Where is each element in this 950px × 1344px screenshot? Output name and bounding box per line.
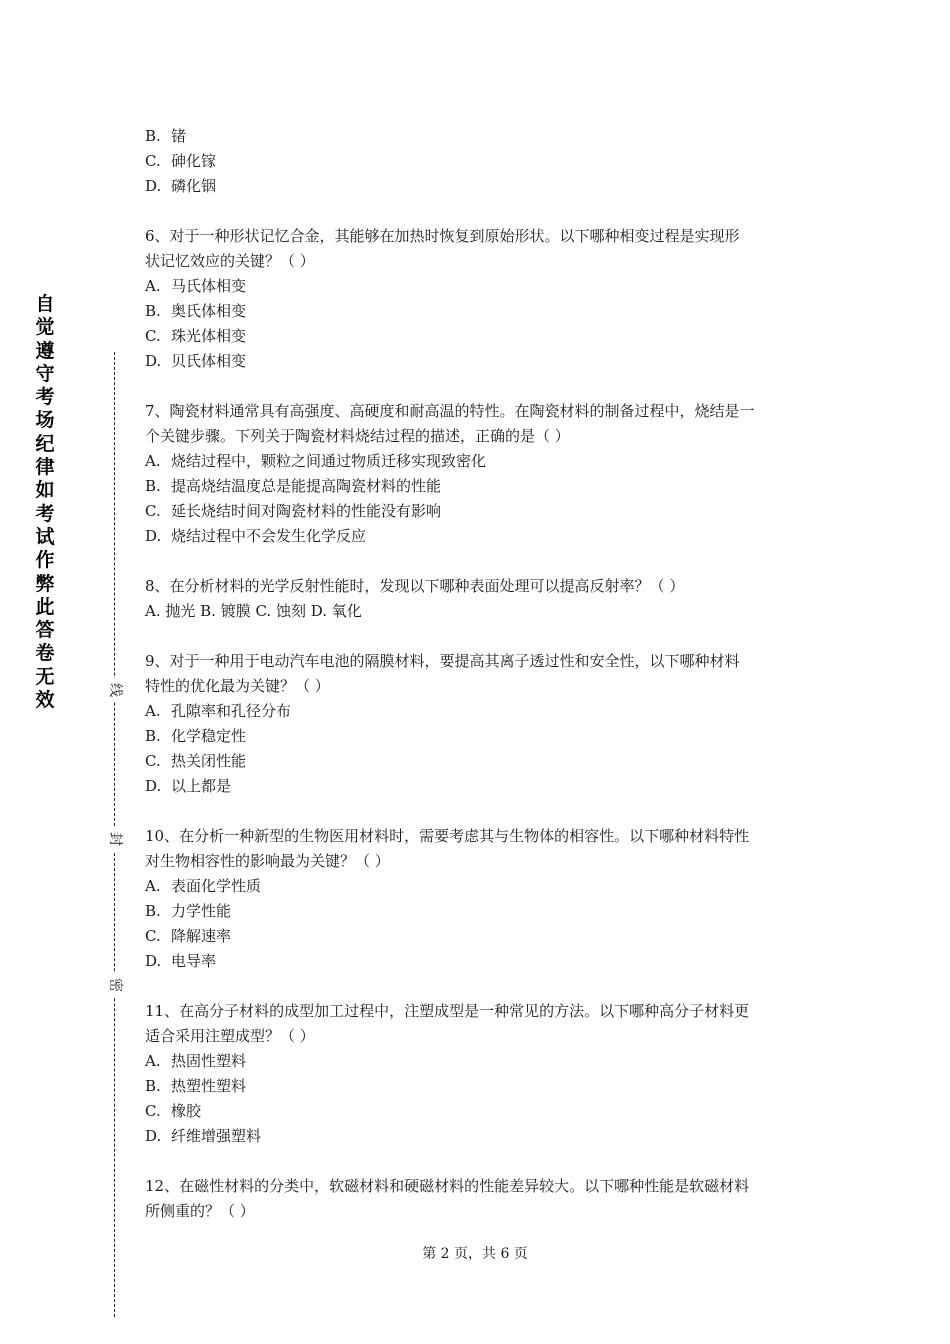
option-a: A. 烧结过程中，颗粒之间通过物质迁移实现致密化 xyxy=(145,452,487,470)
exam-discipline-notice: 自觉遵守考场纪律如考试作弊此答卷无效 xyxy=(35,293,55,712)
question-stem: 11、在高分子材料的成型加工过程中，注塑成型是一种常见的方法。以下哪种高分子材料更 xyxy=(145,1002,750,1020)
inline-options: A. 抛光 B. 镀膜 C. 蚀刻 D. 氧化 xyxy=(145,602,362,620)
question-stem: 对生物相容性的影响最为关键？（ ） xyxy=(145,852,390,870)
option-b: B. 化学稳定性 xyxy=(145,727,247,745)
option-c: C. 橡胶 xyxy=(145,1102,202,1120)
option-b: B. 锗 xyxy=(145,127,187,145)
question-10 xyxy=(145,824,815,974)
question-12 xyxy=(145,1174,815,1224)
question-stem: 个关键步骤。下列关于陶瓷材料烧结过程的描述，正确的是（ ） xyxy=(145,427,570,445)
binding-label-xian: 线 xyxy=(106,678,124,702)
option-b: B. 提高烧结温度总是能提高陶瓷材料的性能 xyxy=(145,477,442,495)
option-c: C. 降解速率 xyxy=(145,927,232,945)
option-b: B. 力学性能 xyxy=(145,902,232,920)
question-list xyxy=(145,124,815,1224)
option-d: D. 烧结过程中不会发生化学反应 xyxy=(145,527,367,545)
binding-label-feng: 封 xyxy=(106,827,124,851)
option-a: A. 孔隙率和孔径分布 xyxy=(145,702,292,720)
question-stem: 10、在分析一种新型的生物医用材料时，需要考虑其与生物体的相容性。以下哪种材料特性 xyxy=(145,827,750,845)
option-b: B. 热塑性塑料 xyxy=(145,1077,247,1095)
question-stem: 状记忆效应的关键？（ ） xyxy=(145,252,315,270)
question-stem: 12、在磁性材料的分类中，软磁材料和硬磁材料的性能差异较大。以下哪种性能是软磁材料 xyxy=(145,1177,750,1195)
option-c: C. 砷化镓 xyxy=(145,152,217,170)
question-stem: 7、陶瓷材料通常具有高强度、高硬度和耐高温的特性。在陶瓷材料的制备过程中，烧结是一 xyxy=(145,402,755,420)
option-d: D. 贝氏体相变 xyxy=(145,352,247,370)
question-5-tail xyxy=(145,124,815,199)
question-stem: 特性的优化最为关键？（ ） xyxy=(145,677,330,695)
option-d: D. 电导率 xyxy=(145,952,217,970)
option-b: B. 奥氏体相变 xyxy=(145,302,247,320)
option-a: A. 热固性塑料 xyxy=(145,1052,247,1070)
page-number: 第 2 页，共 6 页 xyxy=(422,1246,528,1262)
option-c: C. 延长烧结时间对陶瓷材料的性能没有影响 xyxy=(145,502,442,520)
binding-label-mi: 密 xyxy=(106,973,124,997)
question-7 xyxy=(145,399,815,549)
option-c: C. 珠光体相变 xyxy=(145,327,247,345)
question-8 xyxy=(145,574,815,624)
option-d: D. 磷化铟 xyxy=(145,177,217,195)
question-stem: 适合采用注塑成型？（ ） xyxy=(145,1027,315,1045)
question-stem: 所侧重的？（ ） xyxy=(145,1202,255,1220)
option-d: D. 以上都是 xyxy=(145,777,232,795)
question-stem: 8、在分析材料的光学反射性能时，发现以下哪种表面处理可以提高反射率？（ ） xyxy=(145,577,685,595)
question-stem: 6、对于一种形状记忆合金，其能够在加热时恢复到原始形状。以下哪种相变过程是实现形 xyxy=(145,227,740,245)
option-a: A. 表面化学性质 xyxy=(145,877,262,895)
question-6 xyxy=(145,224,815,374)
question-9 xyxy=(145,649,815,799)
option-d: D. 纤维增强塑料 xyxy=(145,1127,262,1145)
option-c: C. 热关闭性能 xyxy=(145,752,247,770)
question-11 xyxy=(145,999,815,1149)
option-a: A. 马氏体相变 xyxy=(145,277,247,295)
question-stem: 9、对于一种用于电动汽车电池的隔膜材料，要提高其离子透过性和安全性，以下哪种材料 xyxy=(145,652,740,670)
